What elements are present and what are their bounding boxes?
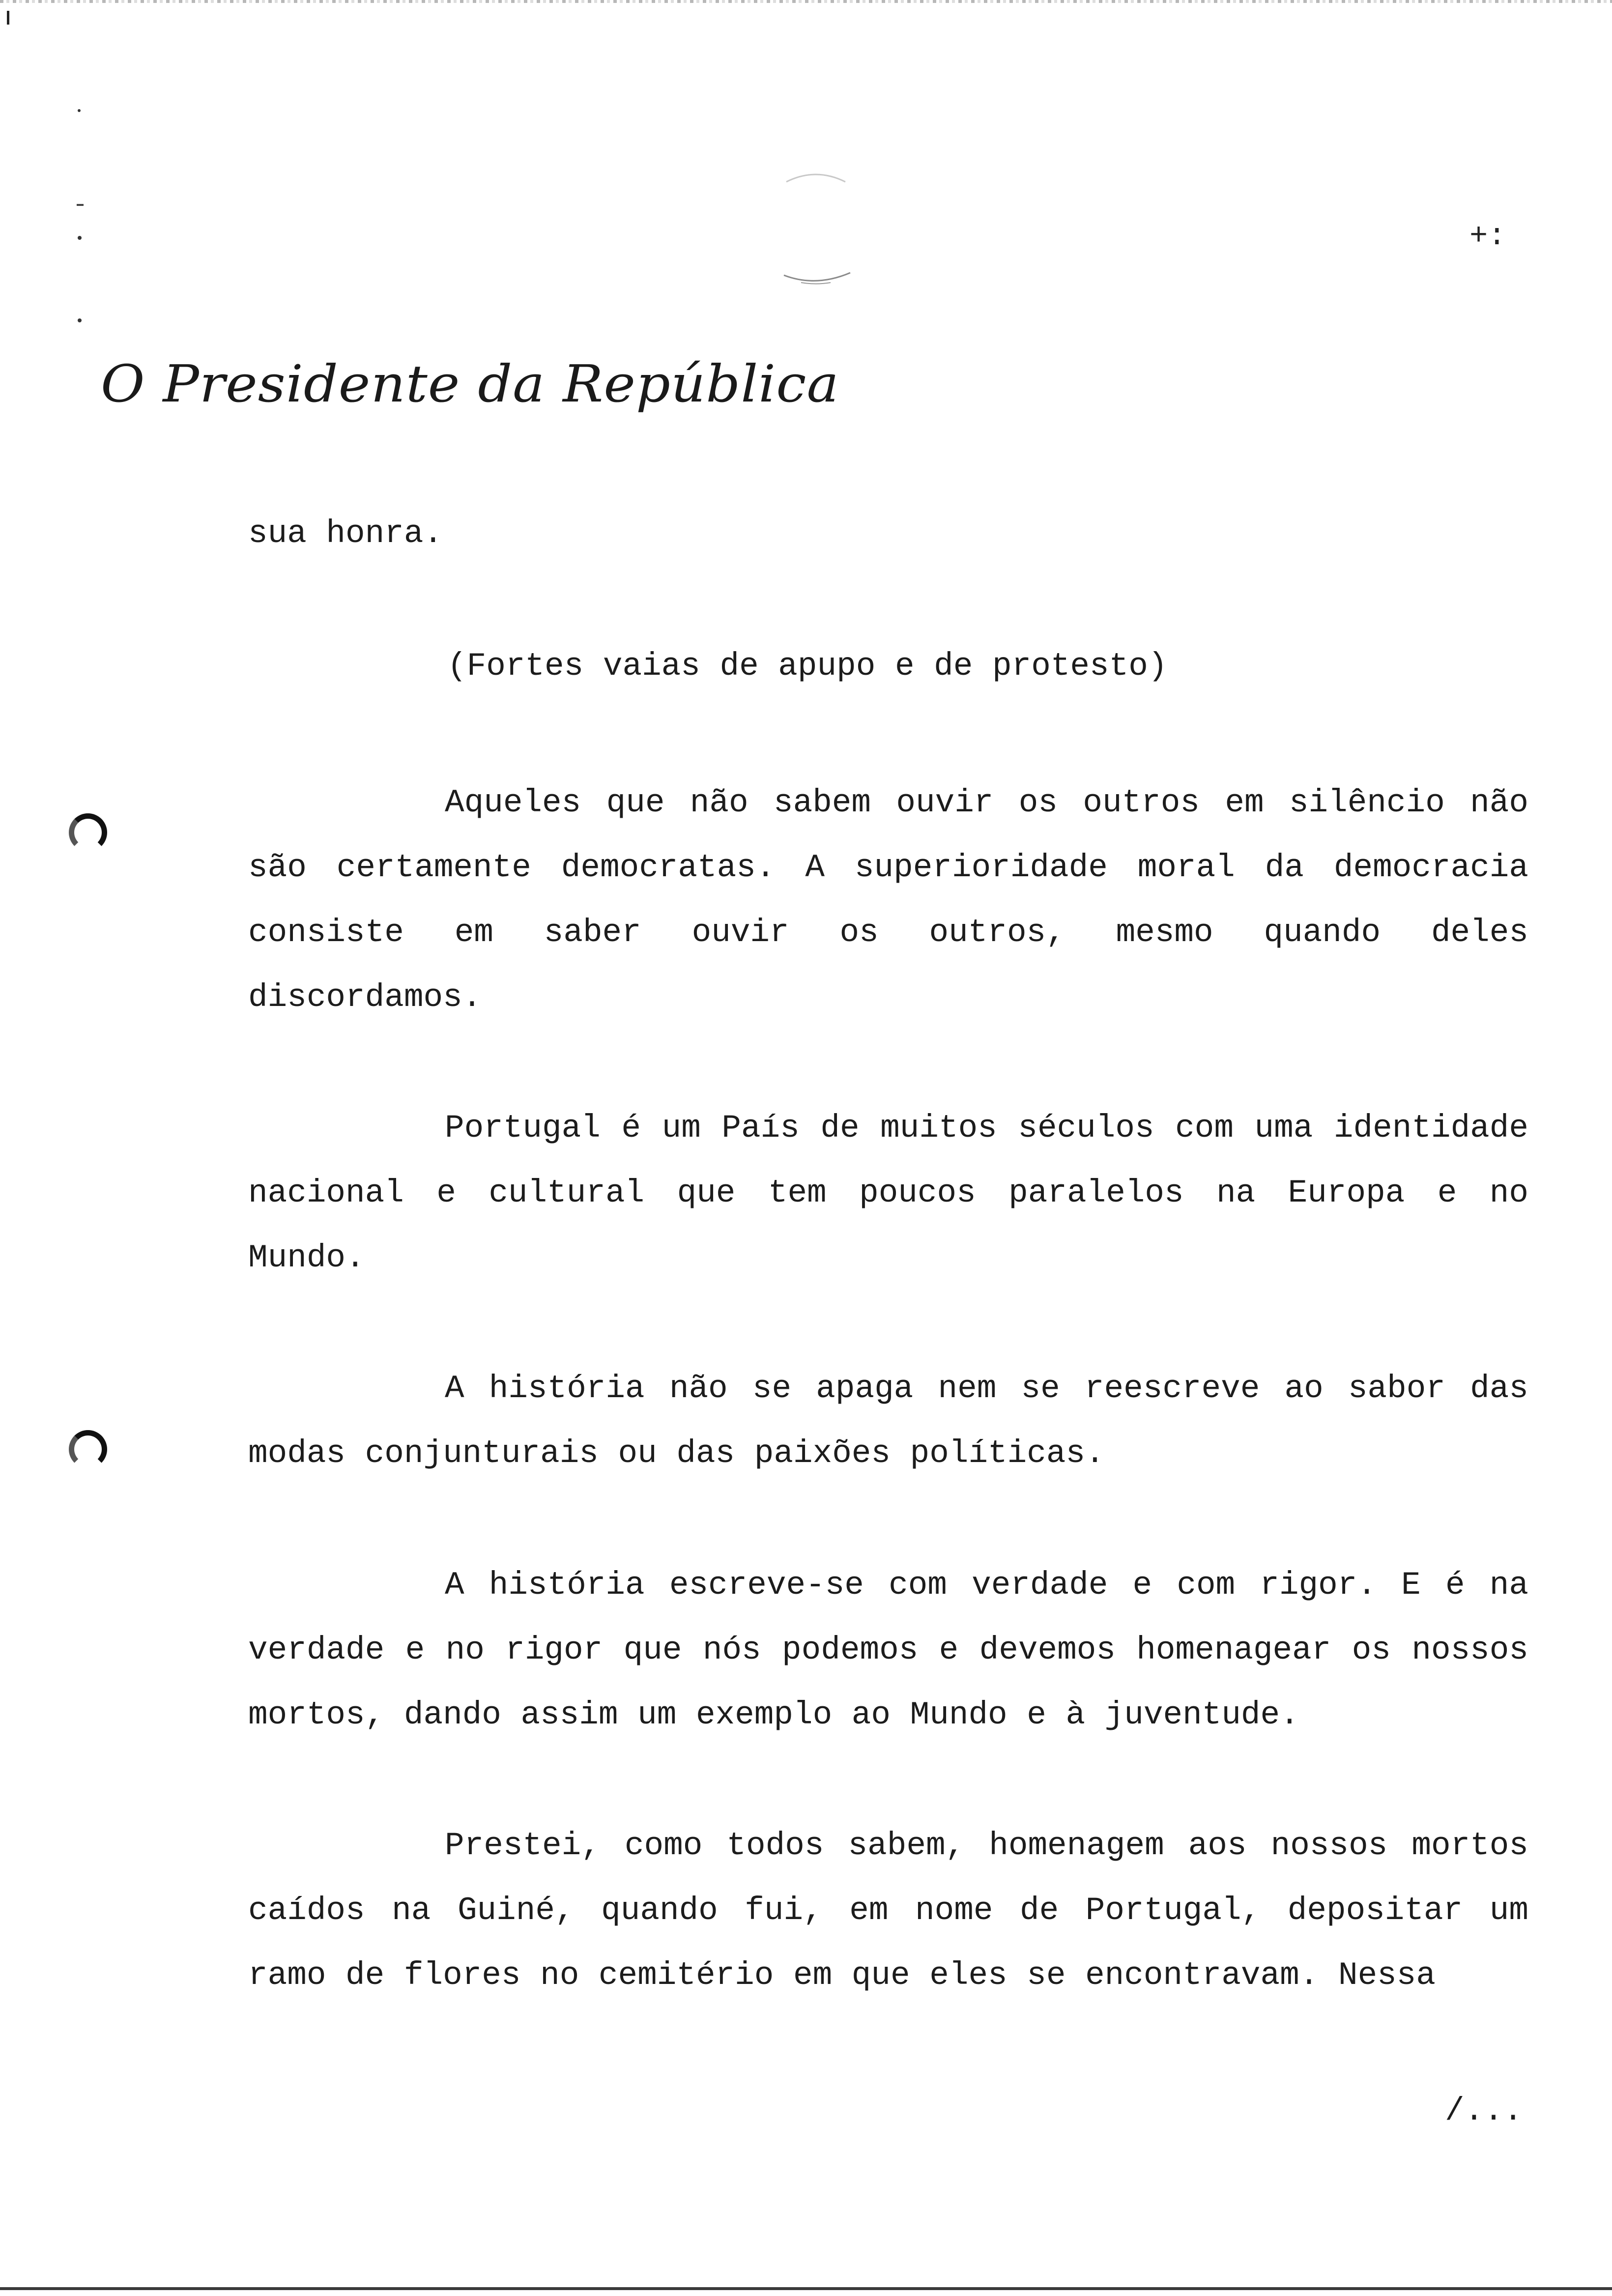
paragraph-history-modas: A história não se apaga nem se reescreve ao sabor das modas conjunturais ou das paixões políticas.: [248, 1370, 1528, 1472]
stage-direction: (Fortes vaias de apupo e de protesto): [447, 648, 1168, 685]
opening-fragment: sua honra.: [248, 515, 443, 552]
punch-hole-top: [69, 813, 107, 852]
margin-dot: [78, 109, 81, 112]
paragraph-history-rigor: A história escreve-se com verdade e com rigor. E é na verdade e no rigor que nós podemos e devemos homenagear os nossos mortos, dando assim um exemplo ao Mundo e à juventude.: [248, 1567, 1528, 1733]
paragraph-democracy: Aqueles que não sabem ouvir os outros em silêncio não são certamente democratas. A superioridade moral da democracia consiste em saber ouvir os outros, mesmo quando deles discordamos.: [248, 784, 1528, 1016]
paragraph-portugal: Portugal é um País de muitos séculos com uma identidade nacional e cultural que tem poucos paralelos na Europa e no Mundo.: [248, 1110, 1528, 1276]
corner-mark: +:: [1469, 219, 1506, 254]
continuation-marker: /...: [1445, 2093, 1523, 2129]
punch-hole-bottom: [69, 1430, 107, 1468]
scan-top-edge: [0, 0, 1612, 3]
embossed-seal: [767, 162, 865, 310]
margin-dot: [78, 236, 82, 240]
paragraph-guine: Prestei, como todos sabem, homenagem aos nossos mortos caídos na Guiné, quando fui, em nome de Portugal, depositar um ramo de flores no cemitério em que eles se encontravam. Nessa: [248, 1827, 1528, 1994]
margin-dash: [77, 204, 84, 206]
scan-bottom-edge: [0, 2287, 1612, 2290]
scan-edge-mark: [7, 11, 9, 25]
margin-dot: [78, 318, 82, 322]
letterhead-title: O Presidente da República: [101, 354, 839, 414]
